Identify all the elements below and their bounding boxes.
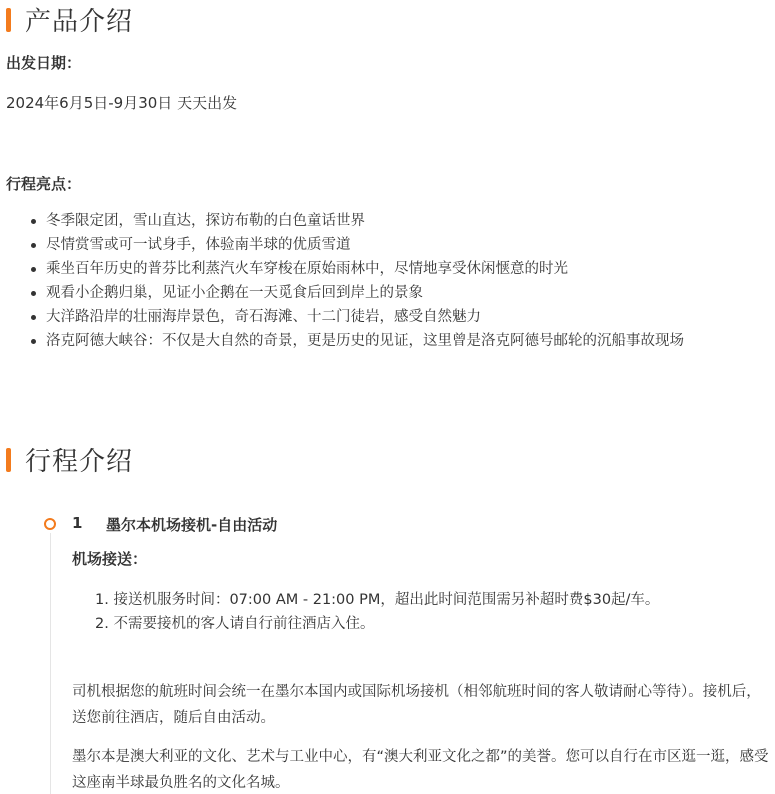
timeline-dot-icon [44, 518, 56, 530]
list-item: 乘坐百年历史的普芬比利蒸汽火车穿梭在原始雨林中，尽情地享受休闲惬意的时光 [46, 257, 684, 281]
list-item: 尽情赏雪或可一试身手，体验南半球的优质雪道 [46, 233, 684, 257]
highlights-label: 行程亮点： [6, 175, 82, 193]
itinerary-heading [0, 441, 133, 478]
itinerary-title: 行程介绍 [25, 447, 134, 477]
product-intro-title: 产品介绍 [25, 7, 134, 37]
product-intro-heading [0, 1, 133, 38]
list-item: 2. 不需要接机的客人请自行前往酒店入住。 [95, 616, 375, 632]
day-description: 司机根据您的航班时间会统一在墨尔本国内或国际机场接机（相邻航班时间的客人敬请耐心等待）。接机后，送您前往酒店，随后自由活动。 [72, 684, 761, 726]
transfer-list [95, 588, 659, 636]
accent-bar [6, 8, 11, 32]
departure-label: 出发日期： [6, 54, 82, 72]
list-item: 冬季限定团，雪山直达，探访布勒的白色童话世界 [46, 209, 684, 233]
day-description: 墨尔本是澳大利亚的文化、艺术与工业中心，有“澳大利亚文化之都”的美誉。您可以自行在市区逛一逛，感受这座南半球最负胜名的文化名城。 [72, 749, 769, 791]
timeline-line [50, 533, 51, 794]
list-item: 观看小企鹅归巢，见证小企鹅在一天觅食后回到岸上的景象 [46, 281, 684, 305]
airport-transfer-label: 机场接送： [72, 550, 148, 568]
accent-bar [6, 448, 11, 472]
departure-value: 2024年6月5日-9月30日 天天出发 [6, 94, 238, 112]
day-number: 1 [72, 514, 83, 532]
list-item: 洛克阿德大峡谷：不仅是大自然的奇景，更是历史的见证，这里曾是洛克阿德号邮轮的沉船事故现场 [46, 329, 684, 353]
day-title: 墨尔本机场接机-自由活动 [106, 516, 278, 534]
highlights-list [0, 209, 684, 353]
list-item: 大洋路沿岸的壮丽海岸景色，奇石海滩、十二门徒岩，感受自然魅力 [46, 305, 684, 329]
list-item: 1. 接送机服务时间：07:00 AM - 21:00 PM，超出此时间范围需另补超时费$30起/车。 [95, 592, 660, 608]
